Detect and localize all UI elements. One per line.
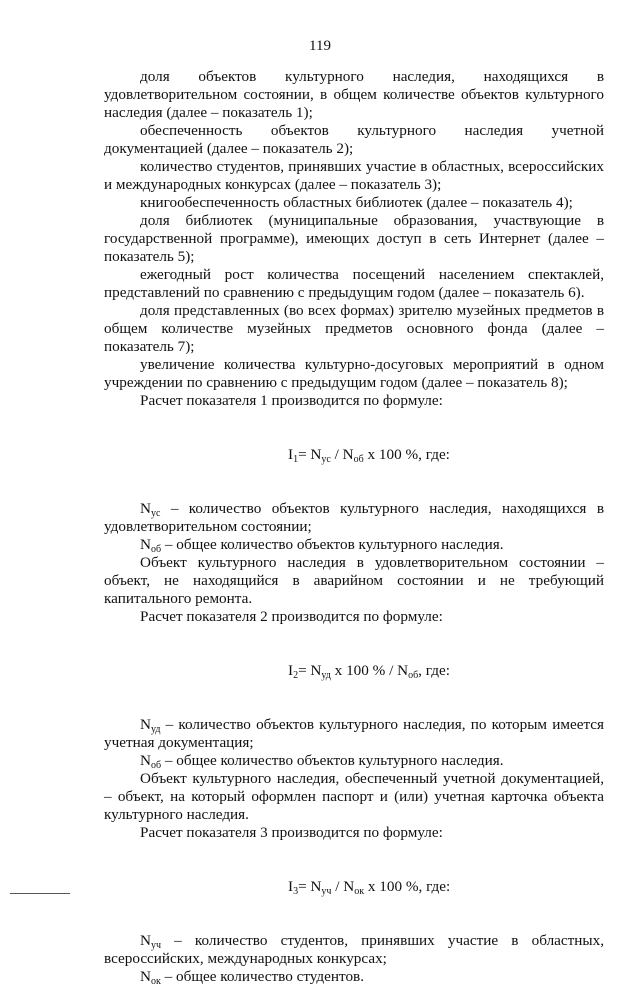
formula-1: $I_1= N_{ус} / N_{об}$ x 100 %, где: xyxy=(288,446,450,465)
definition: $N_{уч}$ – количество студентов, принявших участие в областных, всероссийских, международных конкурсах; xyxy=(104,932,604,967)
paragraph: доля объектов культурного наследия, находящихся в удовлетворительном состоянии, в общем количестве объектов культурного наследия (далее – показатель 1); xyxy=(104,68,604,121)
paragraph: обеспеченность объектов культурного наследия учетной документацией (далее – показатель 2); xyxy=(104,122,604,157)
definition: $N_{уд}$ – количество объектов культурного наследия, по которым имеется учетная документация; xyxy=(104,716,604,751)
definition: $N_{ус}$ – количество объектов культурного наследия, находящихся в удовлетворительном состоянии; xyxy=(104,500,604,535)
definition: $N_{об}$ – общее количество объектов культурного наследия. xyxy=(140,536,504,555)
paragraph: Расчет показателя 3 производится по формуле: xyxy=(140,824,443,841)
formula-3: $I_3= N_{уч} / N_{ок}$ x 100 %, где: xyxy=(288,878,451,897)
paragraph: ежегодный рост количества посещений населением спектаклей, представлений по сравнению с предыдущим годом (далее – показатель 6). xyxy=(104,266,604,301)
paragraph: увеличение количества культурно-досуговых мероприятий в одном учреждении по сравнению с предыдущим годом (далее – показатель 8); xyxy=(104,356,604,391)
paragraph: Расчет показателя 2 производится по формуле: xyxy=(140,608,443,625)
paragraph: доля библиотек (муниципальные образования, участвующие в государственной программе), имеющих доступ в сеть Интернет (далее – показатель 5); xyxy=(104,212,604,265)
definition: $N_{ок}$ – общее количество студентов. xyxy=(140,968,365,987)
paragraph: Расчет показателя 1 производится по формуле: xyxy=(140,392,443,409)
document-body xyxy=(104,68,604,986)
formula-2: $I_2= N_{уд}$ x 100 % / $N_{об}$, где: xyxy=(288,662,450,681)
paragraph: доля представленных (во всех формах) зрителю музейных предметов в общем количестве музейных предметов основного фонда (далее – показатель 7); xyxy=(104,302,604,355)
paragraph: Объект культурного наследия в удовлетворительном состоянии – объект, не находящийся в аварийном состоянии и не требующий капитального ремонта. xyxy=(104,554,604,607)
paragraph: количество студентов, принявших участие в областных, всероссийских и международных конкурсах (далее – показатель 3); xyxy=(104,158,604,193)
page-number: 119 xyxy=(309,38,331,54)
paragraph: книгообеспеченность областных библиотек (далее – показатель 4); xyxy=(140,194,573,211)
definition: $N_{об}$ – общее количество объектов культурного наследия. xyxy=(140,752,504,771)
footer-rule xyxy=(10,893,70,894)
paragraph: Объект культурного наследия, обеспеченный учетной документацией, – объект, на который оформлен паспорт и (или) учетная карточка объекта культурного наследия. xyxy=(104,770,604,823)
